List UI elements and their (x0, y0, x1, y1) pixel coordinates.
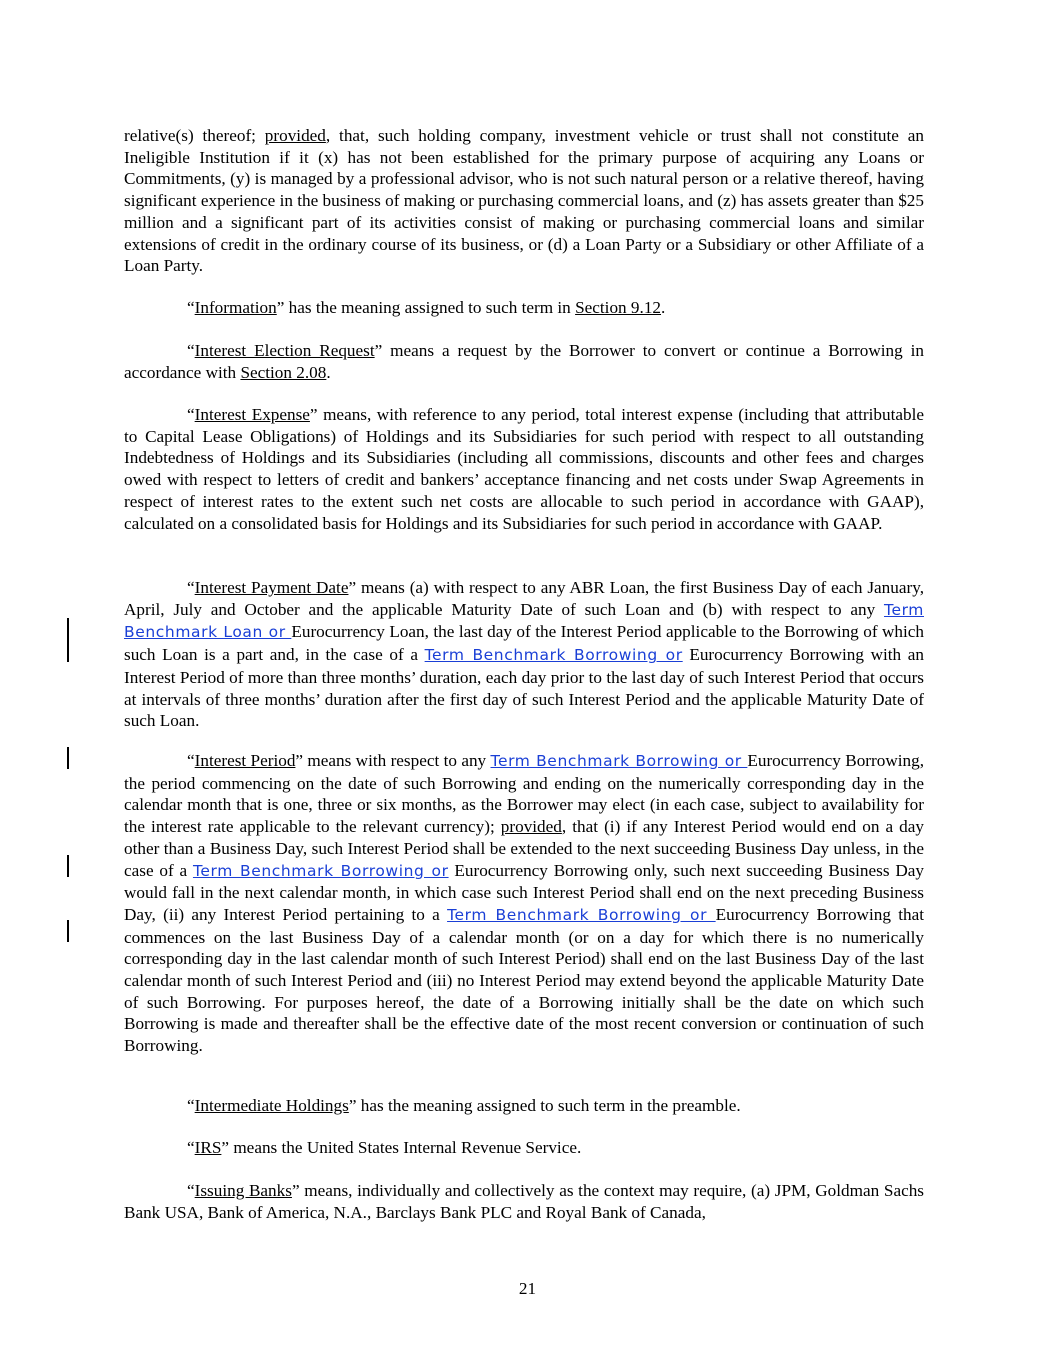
section-reference: Section 9.12 (575, 298, 662, 317)
definition-interest-expense: “Interest Expense” means, with reference to any period, total interest expense (including that attributable to Capital Lease Obligations) of Holdings and its Subsidiaries for such period with respect to all outstanding Indebtedness of Holdings and its Subsidiaries (including all commissions, discounts and other fees and charges owed with respect to letters of credit and bankers’ acceptance financing and net costs under Swap Agreements in respect of interest rates to the extent such net costs are allocable to such period in accordance with GAAP), calculated on a consolidated basis for Holdings and its Subsidiaries for such period in accordance with GAAP. (124, 405, 924, 533)
inserted-text: Term Benchmark Borrowing or (490, 752, 748, 770)
provided-term: provided (500, 817, 562, 837)
defined-term: Information (194, 298, 277, 317)
definition-interest-election-request: “Interest Election Request” means a request by the Borrower to convert or continue a Borrowing in accordance with Section 2.08. (124, 341, 924, 382)
inserted-text: Term Benchmark Borrowing or (424, 646, 683, 665)
change-bar (67, 920, 69, 942)
definition-issuing-banks: “Issuing Banks” means, individually and collectively as the context may require, (a) JPM, Goldman Sachs Bank USA, Bank of America, N.A., Barclays Bank PLC and Royal Bank of Canada, (124, 1181, 924, 1222)
defined-term: Issuing Banks (194, 1181, 292, 1200)
definition-intermediate-holdings: “Intermediate Holdings” has the meaning assigned to such term in the preamble. (187, 1096, 741, 1115)
paragraph-ineligible-institution-cont: relative(s) thereof; provided, that, such holding company, investment vehicle or trust shall not constitute an Ineligible Institution if it (x) has not been established for the primary purpose of acquiring any Loans or Commitments, (y) is managed by a professional advisor, who is not such natural person or a relative thereof, having significant experience in the business of making or purchasing commercial loans, and (z) has assets greater than $25 million and a significant part of its activities consist of making or purchasing commercial loans and similar extensions of credit in the ordinary course of its business, or (d) a Loan Party or a Subsidiary or other Affiliate of a Loan Party. (124, 126, 924, 276)
change-bar (67, 855, 69, 877)
change-bar (67, 618, 69, 662)
defined-term: Interest Period (194, 751, 296, 770)
page-number: 21 (518, 1279, 537, 1298)
defined-term: IRS (194, 1138, 222, 1157)
inserted-text: Term Benchmark Borrowing or (447, 905, 716, 924)
provided-term: provided (264, 126, 326, 145)
definition-irs: “IRS” means the United States Internal Revenue Service. (187, 1138, 582, 1157)
defined-term: Interest Election Request (194, 341, 375, 360)
defined-term: Interest Payment Date (194, 578, 349, 597)
defined-term: Intermediate Holdings (194, 1096, 349, 1115)
defined-term: Interest Expense (194, 405, 310, 424)
section-reference: Section 2.08 (240, 362, 327, 382)
change-bar (67, 747, 69, 769)
inserted-text: Term Benchmark Borrowing or (192, 861, 449, 880)
definition-interest-period: “Interest Period” means with respect to any Term Benchmark Borrowing or Eurocurrency Borrowing, the period commencing on the date of such Borrowing and ending on the numerically corresponding day in the calendar month that is one, three or six months, as the Borrower may elect (in each case, subject to availability for the interest rate applicable to the relevant currency); provided, that (i) if any Interest Period would end on a day other than a Business Day, such Interest Period shall be extended to the next succeeding Business Day unless, in the case of a Term Benchmark Borrowing or Eurocurrency Borrowing only, such next succeeding Business Day would fall in the next calendar month, in which case such Interest Period shall end on the next preceding Business Day, (ii) any Interest Period pertaining to a Term Benchmark Borrowing or Eurocurrency Borrowing that commences on the last Business Day of a calendar month (or on a day for which there is no numerically corresponding day in the last calendar month of such Interest Period) shall end on the last Business Day of the last calendar month of such Interest Period and (iii) no Interest Period may extend beyond the applicable Maturity Date of such Borrowing. For purposes hereof, the date of a Borrowing initially shall be the date on which such Borrowing is made and thereafter shall be the effective date of the most recent conversion or continuation of such Borrowing. (124, 751, 925, 1056)
definition-information: “Information” has the meaning assigned to such term in Section 9.12. (187, 298, 666, 317)
inserted-text: Term Benchmark Loan or (124, 600, 924, 642)
definition-interest-payment-date: “Interest Payment Date” means (a) with respect to any ABR Loan, the first Business Day of each January, April, July and October and the applicable Maturity Date of such Loan and (b) with respect to any Term Benchmark Loan or Eurocurrency Loan, the last day of the Interest Period applicable to the Borrowing of which such Loan is a part and, in the case of a Term Benchmark Borrowing or Eurocurrency Borrowing with an Interest Period of more than three months’ duration, each day prior to the last day of such Interest Period that occurs at intervals of three months’ duration after the first day of such Interest Period and the applicable Maturity Date of such Loan. (124, 578, 925, 731)
